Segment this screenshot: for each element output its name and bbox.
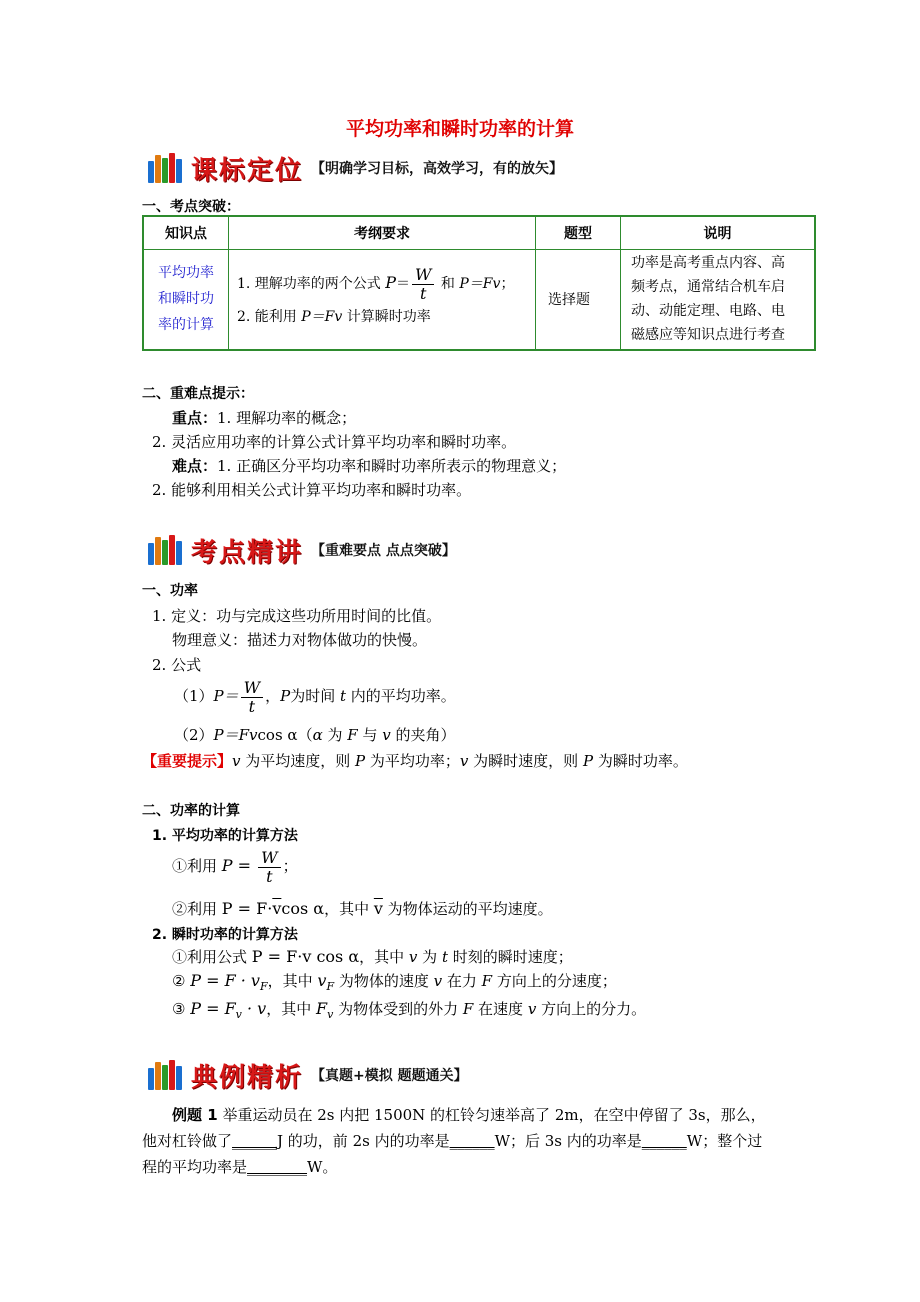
formula-text: P＝Fv: [459, 276, 501, 293]
banner-title: 考点精讲: [191, 537, 304, 568]
text: W。: [307, 1158, 338, 1176]
text: ②: [172, 972, 191, 990]
text: 为瞬时速度，则: [468, 752, 583, 770]
example-line-2: [142, 1130, 762, 1151]
formula-text: $\overline{v}$: [373, 899, 383, 918]
requirement-1: [237, 266, 535, 302]
text: W；后 3s 内的功率是: [494, 1132, 642, 1150]
text: ；: [500, 276, 515, 293]
knowledge-line: 和瞬时功: [158, 291, 214, 308]
definition-line: 1. 定义：功与完成这些功所用时间的比值。: [152, 607, 442, 625]
formula-text: F: [326, 980, 335, 993]
books-icon: [148, 1060, 183, 1090]
banner-examples: [148, 1057, 468, 1093]
type-cell: 选择题: [536, 250, 621, 350]
tip-label: 【重要提示】: [142, 752, 233, 770]
formula-text: v: [382, 726, 391, 744]
text: ，其中: [266, 1000, 316, 1018]
formula-text: P = F·: [221, 899, 273, 918]
denominator: t: [266, 866, 273, 886]
difficult-label: 难点：: [172, 457, 218, 475]
text: 内的平均功率。: [346, 687, 456, 705]
header-cell: 考纲要求: [229, 216, 536, 250]
example-line-1: [172, 1104, 766, 1125]
formula-text: P: [355, 752, 366, 770]
text: ①利用: [172, 857, 222, 875]
numerator: W: [241, 679, 263, 698]
table-row: [143, 250, 815, 350]
text: 为物体受到的外力: [333, 1000, 463, 1018]
text: 2. 能利用: [237, 309, 302, 326]
notes-cell: [621, 250, 816, 350]
text: 为物体运动的平均速度。: [382, 900, 553, 918]
text: 方向上的分力。: [536, 1000, 647, 1018]
fraction: [241, 679, 263, 715]
inst-method-heading: 2. 瞬时功率的计算方法: [152, 927, 298, 943]
formula-text: F: [462, 1000, 474, 1018]
note-line: 频考点，通常结合机车启: [631, 279, 785, 296]
note-line: 磁感应等知识点进行考查: [631, 327, 785, 344]
text: 1. 正确区分平均功率和瞬时功率所表示的物理意义；: [217, 457, 567, 475]
formula-text: P: [385, 273, 397, 293]
difficult-point-2: 2. 能够利用相关公式计算平均功率和瞬时功率。: [152, 481, 472, 499]
formula-text: v: [317, 971, 327, 990]
banner-subtitle: 【重难要点 点点突破】: [311, 543, 456, 559]
header-cell: 知识点: [143, 216, 229, 250]
text: ①利用公式: [172, 948, 252, 966]
section-heading-key-points: 二、重难点提示：: [142, 386, 254, 402]
formula-text: P =: [221, 856, 257, 875]
banner-course-positioning: [148, 150, 563, 186]
text: 与: [357, 726, 383, 744]
formula-text: P＝: [213, 687, 239, 705]
formula-text: P＝Fv: [213, 726, 258, 744]
fraction: [258, 849, 280, 885]
formula-text: v: [327, 1008, 334, 1021]
formula-text: F: [315, 999, 328, 1018]
example-label: 例题 1: [172, 1106, 218, 1124]
text: ；: [282, 857, 298, 875]
text: 举重运动员在 2s 内把 1500N 的杠铃匀速举高了 2m，在空中停留了 3s，那么，: [217, 1106, 766, 1124]
meaning-line: 物理意义：描述力对物体做功的快慢。: [172, 631, 428, 649]
formula-text: v: [232, 752, 241, 770]
header-cell: 说明: [621, 216, 816, 250]
text: 为瞬时功率。: [593, 752, 688, 770]
banner-title: 典例精析: [191, 1062, 304, 1093]
formula-text: v: [527, 1000, 537, 1018]
knowledge-cell: [143, 250, 229, 350]
answer-blank[interactable]: ________: [247, 1158, 308, 1176]
text: 方向上的分速度；: [492, 972, 617, 990]
text: 为平均速度，则: [240, 752, 356, 770]
denominator: t: [248, 696, 256, 716]
formula-text: · v: [241, 999, 267, 1018]
text: 为: [322, 726, 348, 744]
example-line-3: [142, 1156, 337, 1177]
formula-text: F: [259, 980, 268, 993]
formula-text: cos α: [257, 726, 298, 744]
text: 在力: [442, 972, 482, 990]
formula-text: F: [347, 726, 358, 744]
numerator: W: [412, 266, 434, 285]
formula-text: t: [441, 948, 448, 966]
text: 的夹角）: [390, 726, 456, 744]
formula-text: v: [433, 972, 443, 990]
books-icon: [148, 535, 183, 565]
formula-text: P: [582, 752, 594, 770]
banner-subtitle: 【明确学习目标，高效学习，有的放矢】: [311, 161, 564, 177]
note-line: 功率是高考重点内容、高: [631, 255, 785, 272]
text: （: [297, 726, 313, 744]
text: ，其中: [359, 948, 409, 966]
text: ＝: [396, 276, 411, 293]
formula-text: v: [459, 752, 469, 770]
text: ，其中: [324, 900, 374, 918]
text: 和: [436, 276, 460, 293]
avg-method-heading: 1. 平均功率的计算方法: [152, 828, 298, 844]
key-label: 重点：: [172, 409, 218, 427]
text: （2）: [174, 726, 214, 744]
text: W；整个过: [686, 1132, 763, 1150]
table-header-row: [143, 216, 815, 250]
banner-title: 课标定位: [191, 155, 304, 186]
text: 1. 理解功率的两个公式: [237, 276, 386, 293]
formula-text: cos α: [281, 899, 325, 918]
formula-text: $\overline{v}$: [272, 899, 282, 918]
page-title: 平均功率和瞬时功率的计算: [345, 118, 574, 140]
text: ，: [265, 687, 281, 705]
text: 为时间: [290, 687, 340, 705]
formula-text: α: [312, 726, 323, 744]
text: 他对杠铃做了: [142, 1132, 233, 1150]
formula-text: F: [481, 972, 493, 990]
section-heading-exam-points: 一、考点突破：: [142, 199, 240, 215]
requirement-cell: [229, 250, 536, 350]
text: （1）: [174, 687, 214, 705]
text: 时刻的瞬时速度；: [447, 948, 573, 966]
text: ，其中: [267, 972, 318, 990]
formula-text: P＝Fv: [301, 309, 343, 326]
heading-power: 一、功率: [142, 583, 198, 599]
denominator: t: [420, 283, 427, 303]
formula-text: P = F·v cos α: [251, 947, 360, 966]
banner-subtitle: 【真题+模拟 题题通关】: [311, 1068, 468, 1084]
text: ③: [172, 1000, 191, 1018]
text: 1. 理解功率的概念；: [217, 409, 357, 427]
knowledge-line: 率的计算: [158, 317, 214, 334]
fraction: [412, 266, 434, 302]
knowledge-table: [142, 215, 816, 351]
formula-text: t: [339, 687, 347, 705]
books-icon: [148, 153, 183, 183]
formula-text: P = F: [190, 999, 236, 1018]
key-point-2: 2. 灵活应用功率的计算公式计算平均功率和瞬时功率。: [152, 433, 517, 451]
answer-blank[interactable]: ______: [641, 1132, 687, 1150]
formula-text: v: [235, 1008, 242, 1021]
text: 程的平均功率是: [142, 1158, 248, 1176]
formula-label: 2. 公式: [152, 656, 202, 674]
knowledge-line: 平均功率: [158, 265, 214, 282]
header-cell: 题型: [536, 216, 621, 250]
heading-power-calculation: 二、功率的计算: [142, 803, 240, 819]
text: 为物体的速度: [334, 972, 434, 990]
difficult-point-1: [172, 455, 566, 476]
numerator: W: [258, 849, 280, 868]
important-tip: [142, 750, 688, 771]
formula-2: [174, 724, 456, 745]
text: 计算瞬时功率: [342, 309, 431, 326]
text: J 的功，前 2s 内的功率是: [277, 1132, 450, 1150]
answer-blank[interactable]: ______: [232, 1132, 278, 1150]
formula-1: [174, 676, 456, 716]
text: 为: [417, 948, 442, 966]
inst-method-1: [172, 946, 573, 967]
inst-method-3: [172, 998, 646, 1021]
formula-text: P = F · v: [190, 971, 260, 990]
answer-blank[interactable]: ______: [449, 1132, 495, 1150]
formula-text: v: [408, 948, 418, 966]
note-line: 动、动能定理、电路、电: [631, 303, 785, 320]
text: 在速度: [473, 1000, 528, 1018]
avg-method-2: [172, 898, 553, 919]
banner-key-points: [148, 532, 456, 568]
inst-method-2: [172, 970, 617, 993]
key-point-1: [172, 407, 356, 428]
requirement-2: [237, 302, 535, 332]
text: ②利用: [172, 900, 222, 918]
text: 为平均功率；: [365, 752, 460, 770]
formula-text: P: [280, 687, 291, 705]
avg-method-1: [172, 846, 298, 886]
